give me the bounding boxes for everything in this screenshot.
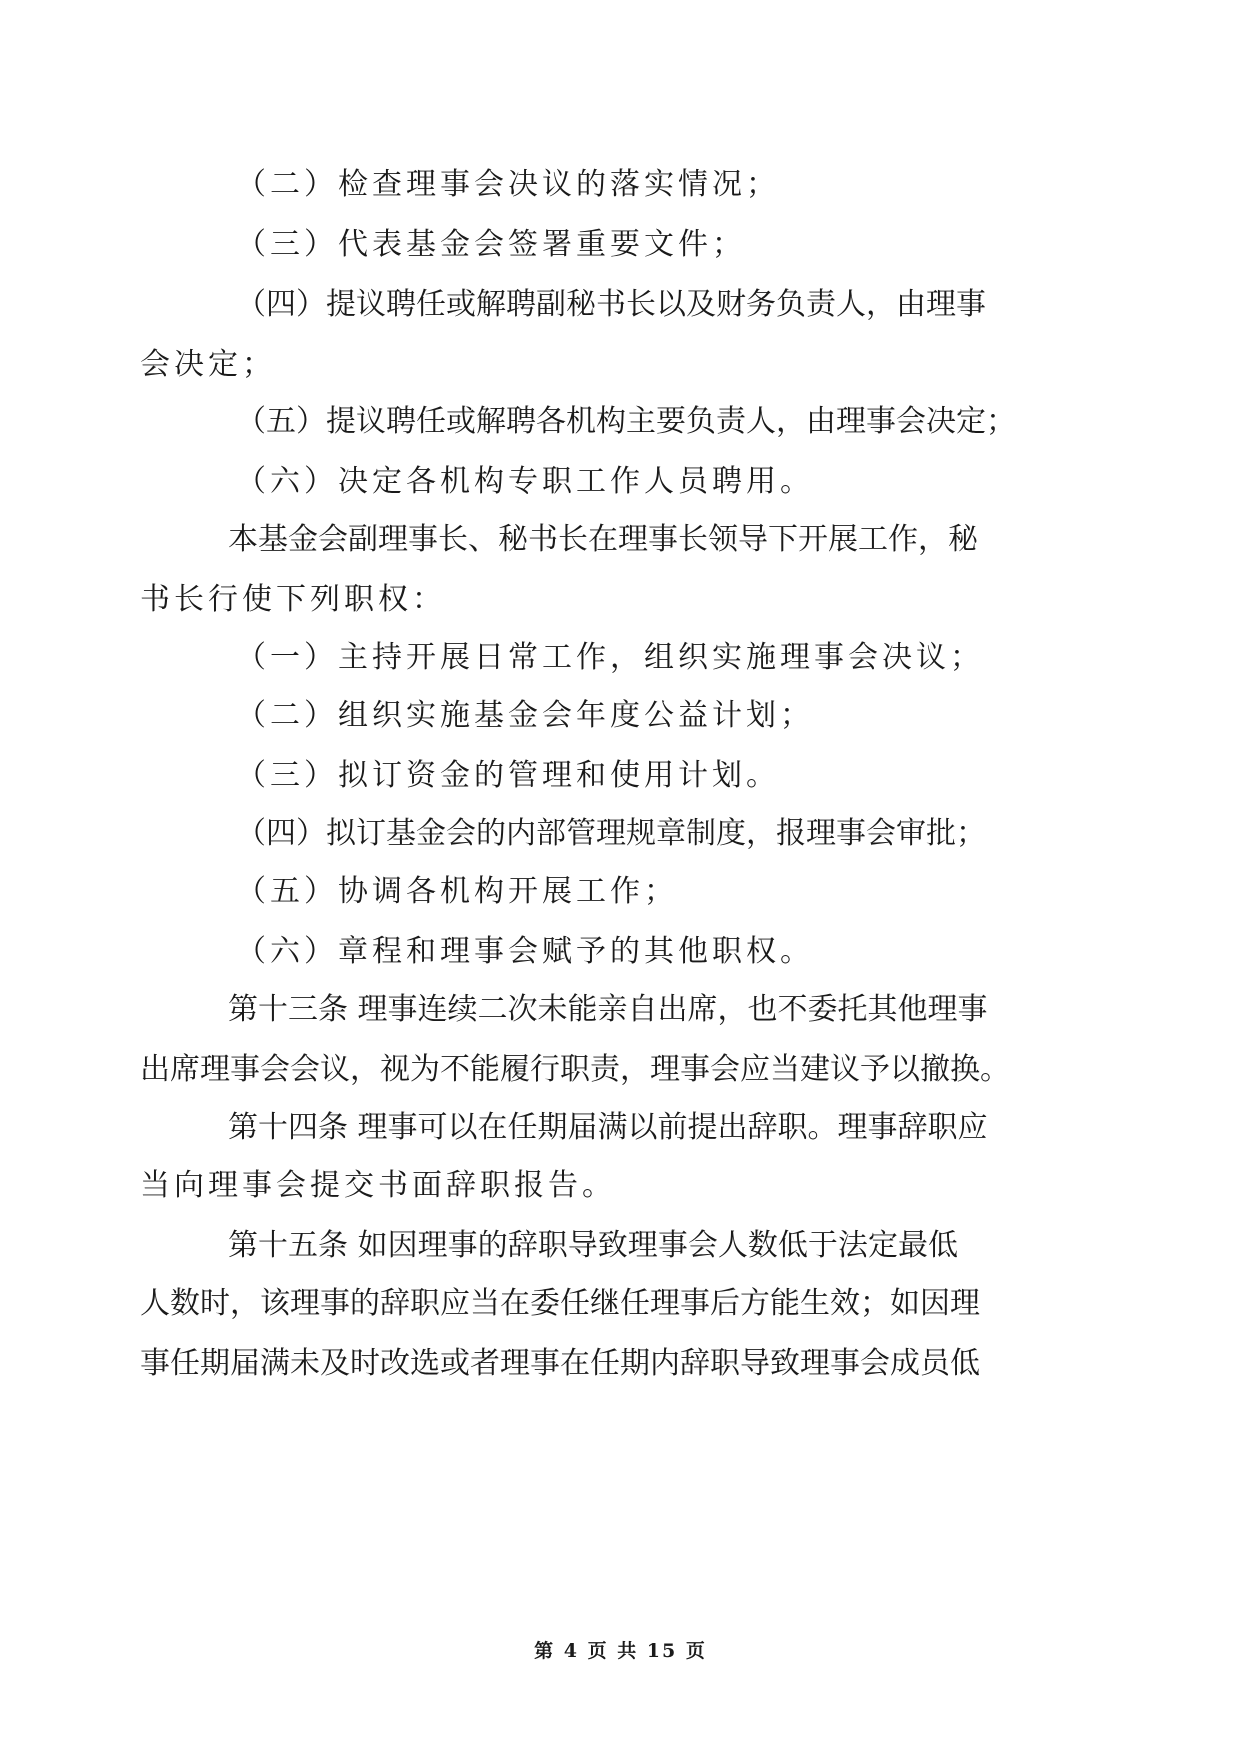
text-line: （四）提议聘任或解聘副秘书长以及财务负责人，由理事 xyxy=(236,287,986,322)
text-line: （六）决定各机构专职工作人员聘用。 xyxy=(236,464,814,499)
page-number-footer: 第 4 页 共 15 页 xyxy=(534,1640,707,1662)
text-line: 第十三条 理事连续二次未能亲自出席，也不委托其他理事 xyxy=(228,992,988,1027)
text-line: （一）主持开展日常工作，组织实施理事会决议； xyxy=(236,640,984,675)
text-line: 会决定； xyxy=(140,347,276,382)
text-line: （二）检查理事会决议的落实情况； xyxy=(236,167,780,202)
text-line: 事任期届满未及时改选或者理事在任期内辞职导致理事会成员低 xyxy=(140,1346,980,1381)
text-line: （三）代表基金会签署重要文件； xyxy=(236,227,746,262)
text-line: 第十五条 如因理事的辞职导致理事会人数低于法定最低 xyxy=(228,1228,958,1263)
text-line: 人数时，该理事的辞职应当在委任继任理事后方能生效；如因理 xyxy=(140,1286,980,1321)
text-line: （五）协调各机构开展工作； xyxy=(236,874,678,909)
text-line: （五）提议聘任或解聘各机构主要负责人，由理事会决定； xyxy=(236,404,1016,439)
text-line: （二）组织实施基金会年度公益计划； xyxy=(236,698,814,733)
text-line: 第十四条 理事可以在任期届满以前提出辞职。理事辞职应 xyxy=(228,1110,988,1145)
text-line: （六）章程和理事会赋予的其他职权。 xyxy=(236,934,814,969)
text-line: 本基金会副理事长、秘书长在理事长领导下开展工作，秘 xyxy=(228,522,978,557)
text-line: 书长行使下列职权： xyxy=(140,582,446,617)
text-line: 出席理事会会议，视为不能履行职责，理事会应当建议予以撤换。 xyxy=(140,1052,1010,1087)
text-line: （四）拟订基金会的内部管理规章制度，报理事会审批； xyxy=(236,816,986,851)
text-line: （三）拟订资金的管理和使用计划。 xyxy=(236,758,780,793)
text-line: 当向理事会提交书面辞职报告。 xyxy=(140,1168,616,1203)
